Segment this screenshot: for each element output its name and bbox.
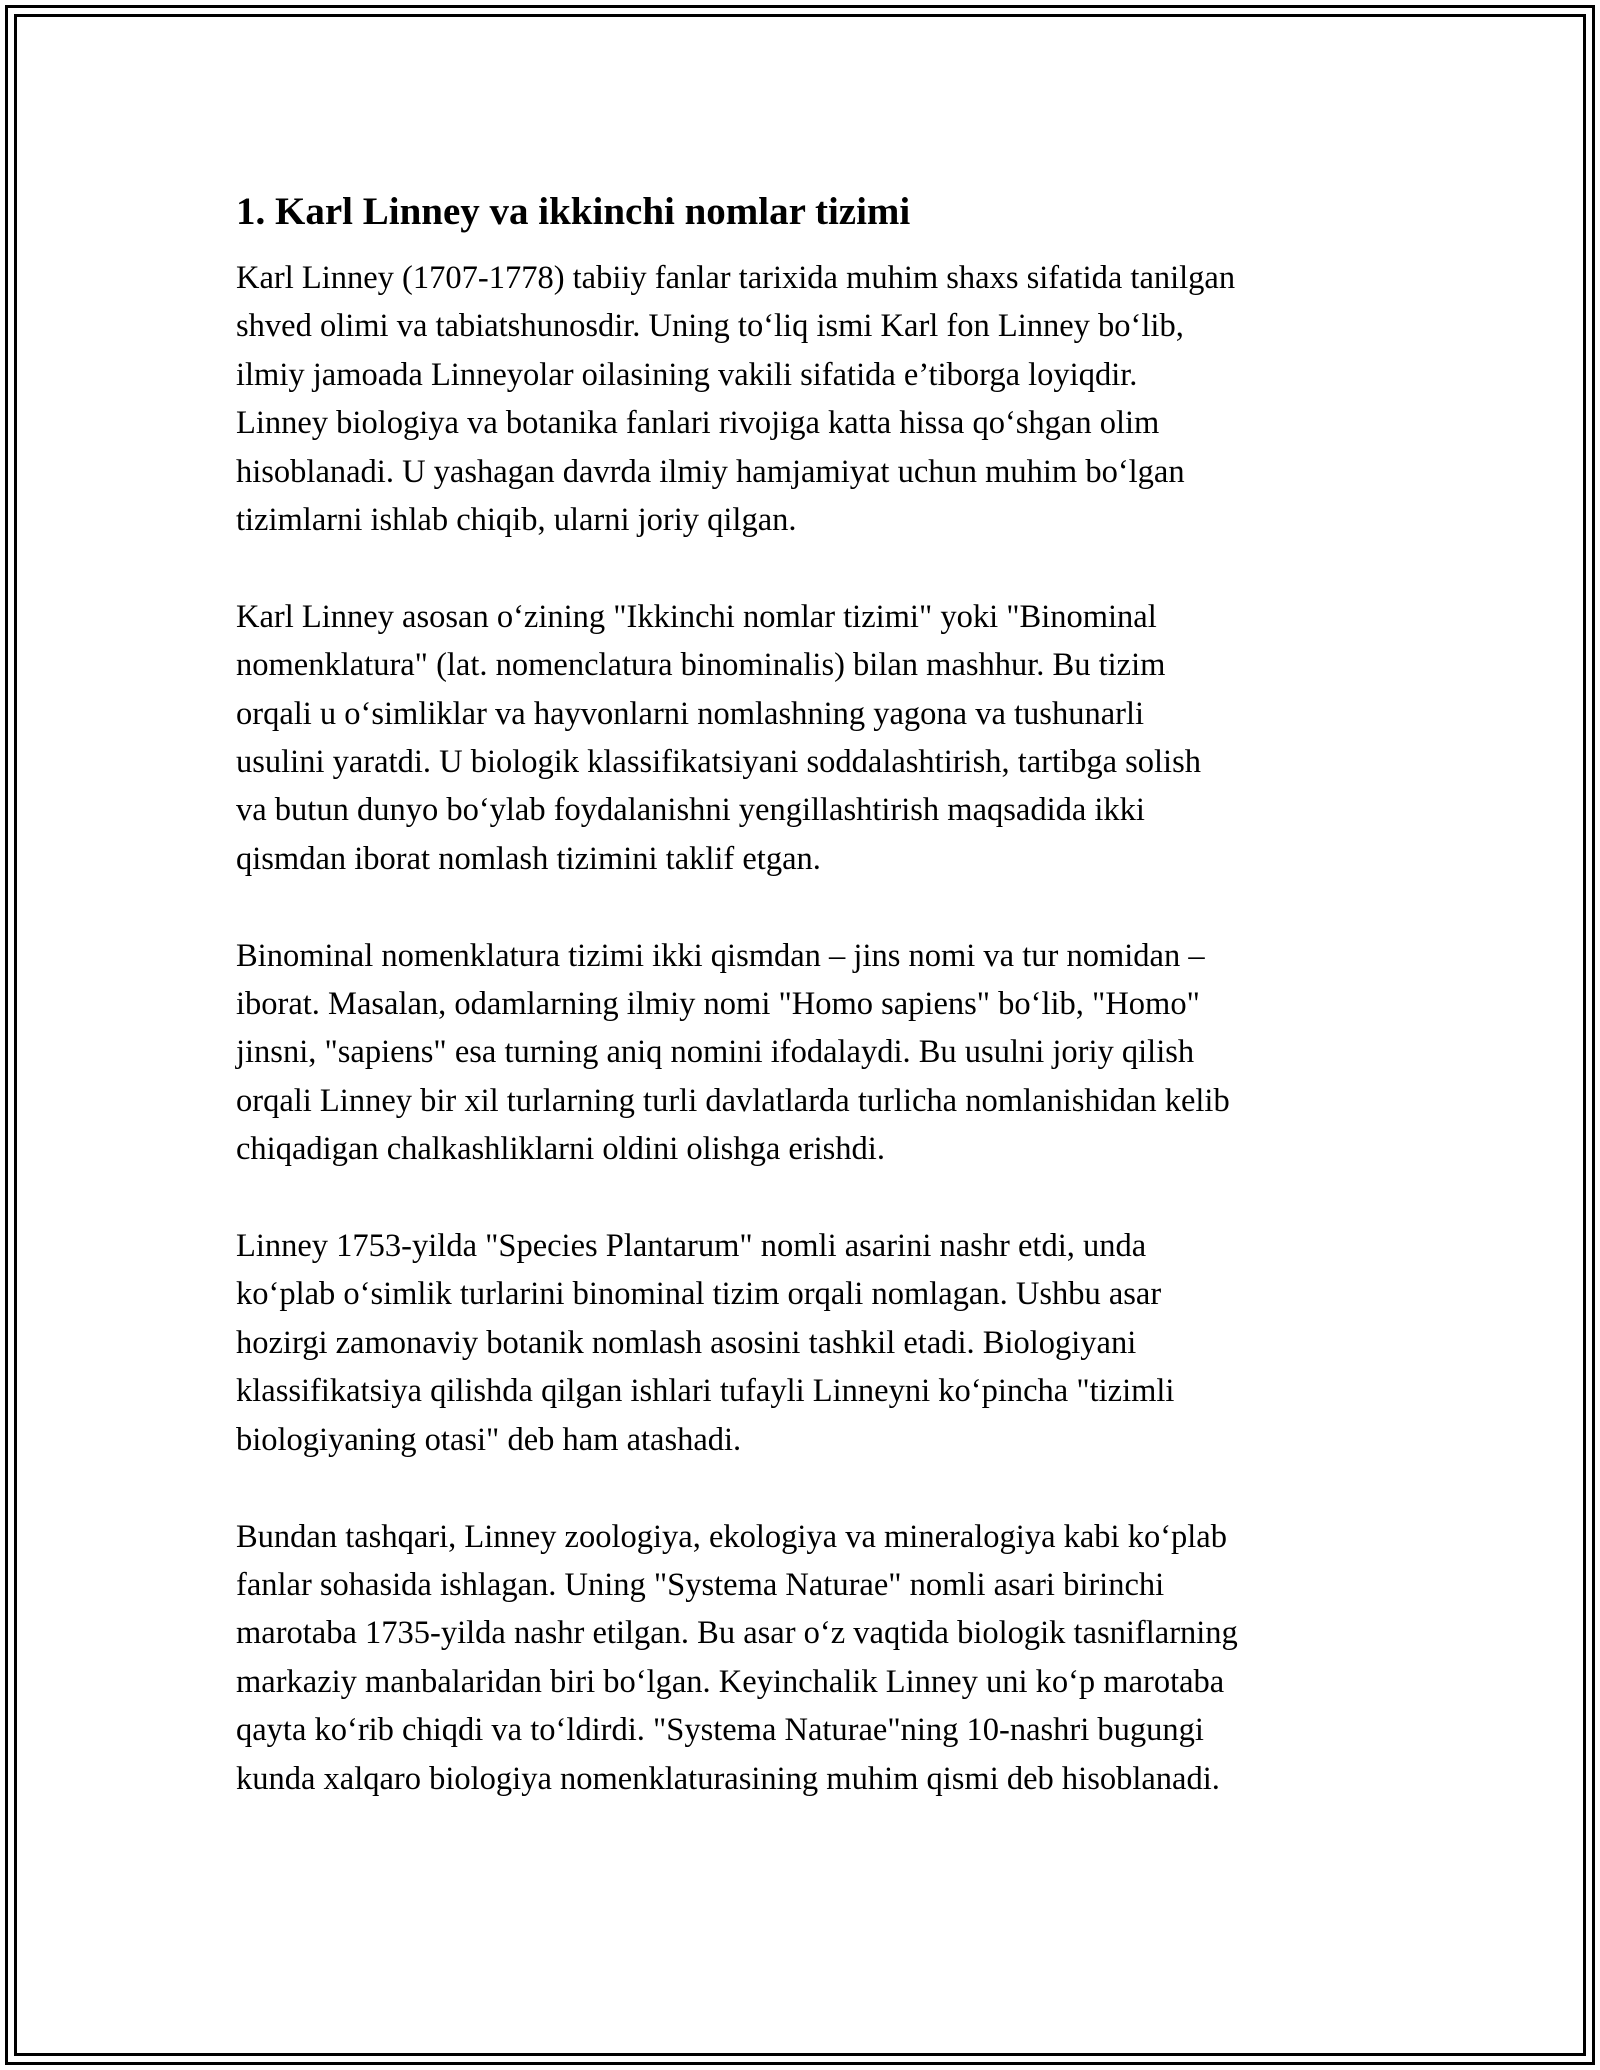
paragraph-line: ilmiy jamoada Linneyolar oilasining vakili sifatida e’tiborga loyiqdir. <box>236 356 1138 393</box>
paragraph-line: hisoblanadi. U yashagan davrda ilmiy hamjamiyat uchun muhim bo‘lgan <box>236 453 1185 490</box>
document-body <box>236 186 1376 1851</box>
paragraph-line: Binominal nomenklatura tizimi ikki qismdan – jins nomi va tur nomidan – <box>236 937 1205 974</box>
paragraph-line: iborat. Masalan, odamlarning ilmiy nomi "Homo sapiens" bo‘lib, "Homo" <box>236 986 1200 1023</box>
paragraph-line: markaziy manbalaridan biri bo‘lgan. Keyinchalik Linney uni ko‘p marotaba <box>236 1663 1225 1700</box>
paragraph-line: orqali u o‘simliklar va hayvonlarni nomlashning yagona va tushunarli <box>236 695 1145 732</box>
section-heading: 1. Karl Linney va ikkinchi nomlar tizimi <box>236 190 911 233</box>
paragraph-3 <box>236 932 1376 1174</box>
paragraph-line: biologiyaning otasi" deb ham atashadi. <box>236 1421 742 1458</box>
paragraph-line: tizimlarni ishlab chiqib, ularni joriy qilgan. <box>236 502 797 539</box>
paragraph-line: orqali Linney bir xil turlarning turli davlatlarda turlicha nomlanishidan kelib <box>236 1082 1230 1119</box>
paragraph-line: usulini yaratdi. U biologik klassifikatsiyani soddalashtirish, tartibga solish <box>236 744 1201 781</box>
paragraph-line: fanlar sohasida ishlagan. Uning "Systema Naturae" nomli asari birinchi <box>236 1566 1165 1603</box>
paragraph-line: Linney biologiya va botanika fanlari rivojiga katta hissa qo‘shgan olim <box>236 405 1160 442</box>
paragraph-line: va butun dunyo bo‘ylab foydalanishni yengillashtirish maqsadida ikki <box>236 792 1145 829</box>
paragraph-line: qayta ko‘rib chiqdi va to‘ldirdi. "Systema Naturae"ning 10-nashri bugungi <box>236 1712 1204 1749</box>
paragraph-line: klassifikatsiya qilishda qilgan ishlari tufayli Linneyni ko‘pincha "tizimli <box>236 1373 1175 1410</box>
paragraph-line: Linney 1753-yilda "Species Plantarum" nomli asarini nashr etdi, unda <box>236 1228 1147 1265</box>
paragraph-line: Karl Linney asosan o‘zining "Ikkinchi nomlar tizimi" yoki "Binominal <box>236 598 1157 635</box>
paragraph-line: qismdan iborat nomlash tizimini taklif etgan. <box>236 840 821 877</box>
paragraph-line: Bundan tashqari, Linney zoologiya, ekologiya va mineralogiya kabi ko‘plab <box>236 1518 1227 1555</box>
paragraph-line: kunda xalqaro biologiya nomenklaturasining muhim qismi deb hisoblanadi. <box>236 1760 1220 1797</box>
paragraph-line: shved olimi va tabiatshunosdir. Uning to‘liq ismi Karl fon Linney bo‘lib, <box>236 308 1184 345</box>
paragraph-4 <box>236 1222 1376 1464</box>
paragraph-1 <box>236 254 1376 544</box>
paragraph-line: marotaba 1735-yilda nashr etilgan. Bu asar o‘z vaqtida biologik tasniflarning <box>236 1615 1238 1652</box>
paragraph-line: jinsni, "sapiens" esa turning aniq nomini ifodalaydi. Bu usulni joriy qilish <box>236 1034 1195 1071</box>
paragraph-line: Karl Linney (1707-1778) tabiiy fanlar tarixida muhim shaxs sifatida tanilgan <box>236 260 1236 296</box>
paragraph-line: chiqadigan chalkashliklarni oldini olishga erishdi. <box>236 1131 885 1168</box>
paragraph-line: ko‘plab o‘simlik turlarini binominal tizim orqali nomlagan. Ushbu asar <box>236 1276 1162 1313</box>
paragraph-line: hozirgi zamonaviy botanik nomlash asosini tashkil etadi. Biologiyani <box>236 1324 1137 1361</box>
paragraph-5 <box>236 1513 1376 1803</box>
paragraph-line: nomenklatura" (lat. nomenclatura binominalis) bilan mashhur. Bu tizim <box>236 647 1166 684</box>
paragraph-2 <box>236 593 1376 883</box>
